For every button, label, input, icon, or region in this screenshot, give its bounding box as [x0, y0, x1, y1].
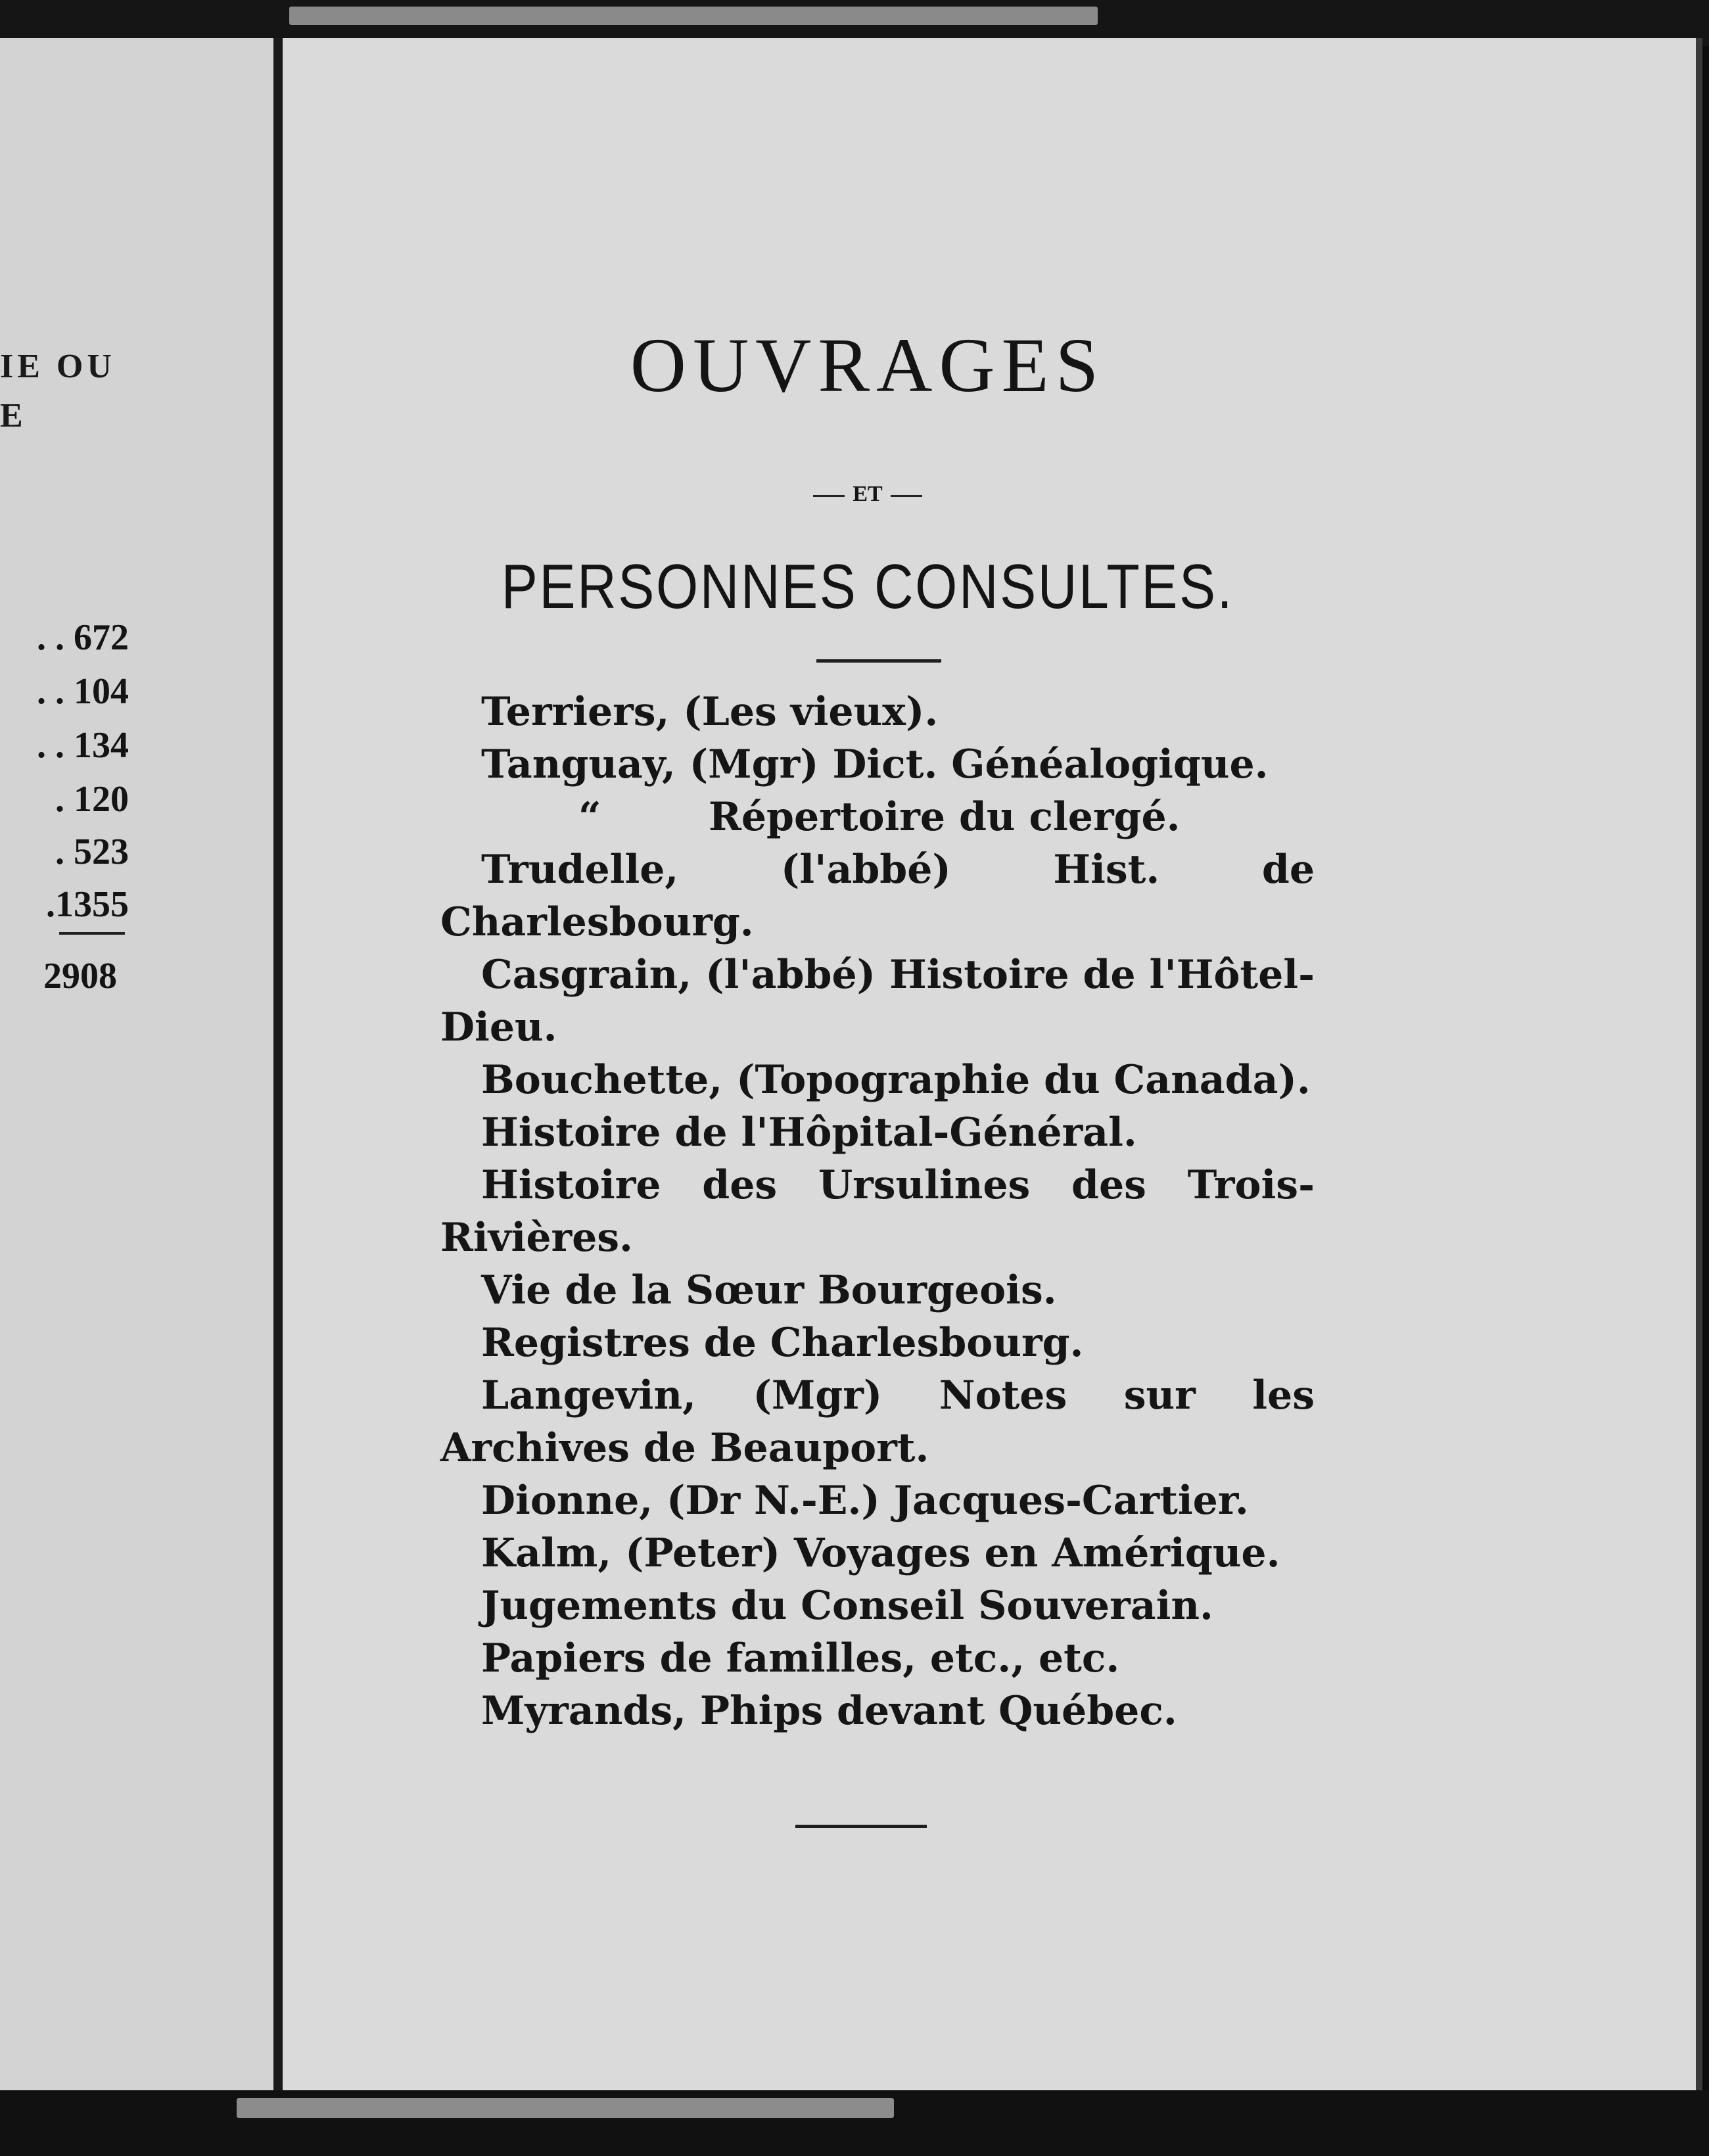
ditto-mark: “ — [578, 794, 601, 840]
list-item: Langevin, (Mgr) Notes sur les Archives de Beauport. — [440, 1372, 1315, 1471]
fragment-heading-line-2: E — [0, 397, 23, 434]
list-item: “ Répertoire du clergé. — [440, 791, 1315, 843]
title-connector: ET — [283, 482, 1453, 507]
list-item: Casgrain, (l'abbé) Histoire de l'Hôtel-Dieu. — [440, 952, 1315, 1050]
list-item: Jugements du Conseil Souverain. — [481, 1583, 1213, 1629]
fragment-row: . . 134 — [37, 725, 129, 766]
fragment-row: .1355 — [46, 884, 129, 925]
dash-left — [813, 495, 845, 497]
list-item: Papiers de familles, etc., etc. — [481, 1635, 1120, 1681]
page-subtitle: PERSONNES CONSULTES. — [501, 551, 1234, 622]
list-item: Tanguay, (Mgr) Dict. Généalogique. — [481, 741, 1269, 787]
list-item: Registres de Charlesbourg. — [481, 1320, 1084, 1366]
list-item: Histoire des Ursulines des Trois-Rivières. — [440, 1162, 1315, 1261]
scan-bottom-edge — [0, 2090, 1709, 2156]
fragment-row: . . 672 — [37, 617, 129, 658]
page-gutter — [273, 38, 283, 2096]
header-rule — [816, 659, 941, 663]
list-item: Terriers, (Les vieux). — [481, 689, 939, 735]
page-title: OUVRAGES — [630, 322, 1106, 408]
list-item: Dionne, (Dr N.-E.) Jacques-Cartier. — [481, 1478, 1249, 1524]
list-item: Kalm, (Peter) Voyages en Amérique. — [481, 1530, 1280, 1576]
previous-page-fragment — [0, 38, 283, 2096]
binding-strip — [289, 7, 1098, 25]
footer-rule — [795, 1825, 927, 1828]
page-right-edge — [1696, 38, 1702, 2096]
fragment-total: 2908 — [43, 956, 117, 996]
bibliography-page — [283, 38, 1702, 2096]
bibliography-list — [440, 686, 1315, 1737]
fragment-total-rule — [59, 932, 125, 935]
list-item: Myrands, Phips devant Québec. — [481, 1688, 1177, 1734]
dash-right — [891, 495, 922, 497]
fragment-row: . 120 — [55, 779, 129, 820]
fragment-row: . 523 — [55, 832, 129, 872]
list-item: Histoire de l'Hôpital-Général. — [481, 1110, 1137, 1156]
list-item: Bouchette, (Topographie du Canada). — [481, 1057, 1311, 1103]
fragment-row: . . 104 — [37, 671, 129, 712]
list-item: Trudelle, (l'abbé) Hist. de Charlesbourg. — [440, 847, 1315, 945]
binding-strip — [237, 2098, 894, 2118]
list-item: Vie de la Sœur Bourgeois. — [481, 1267, 1057, 1313]
fragment-heading-line-1: IE OU — [0, 348, 116, 385]
